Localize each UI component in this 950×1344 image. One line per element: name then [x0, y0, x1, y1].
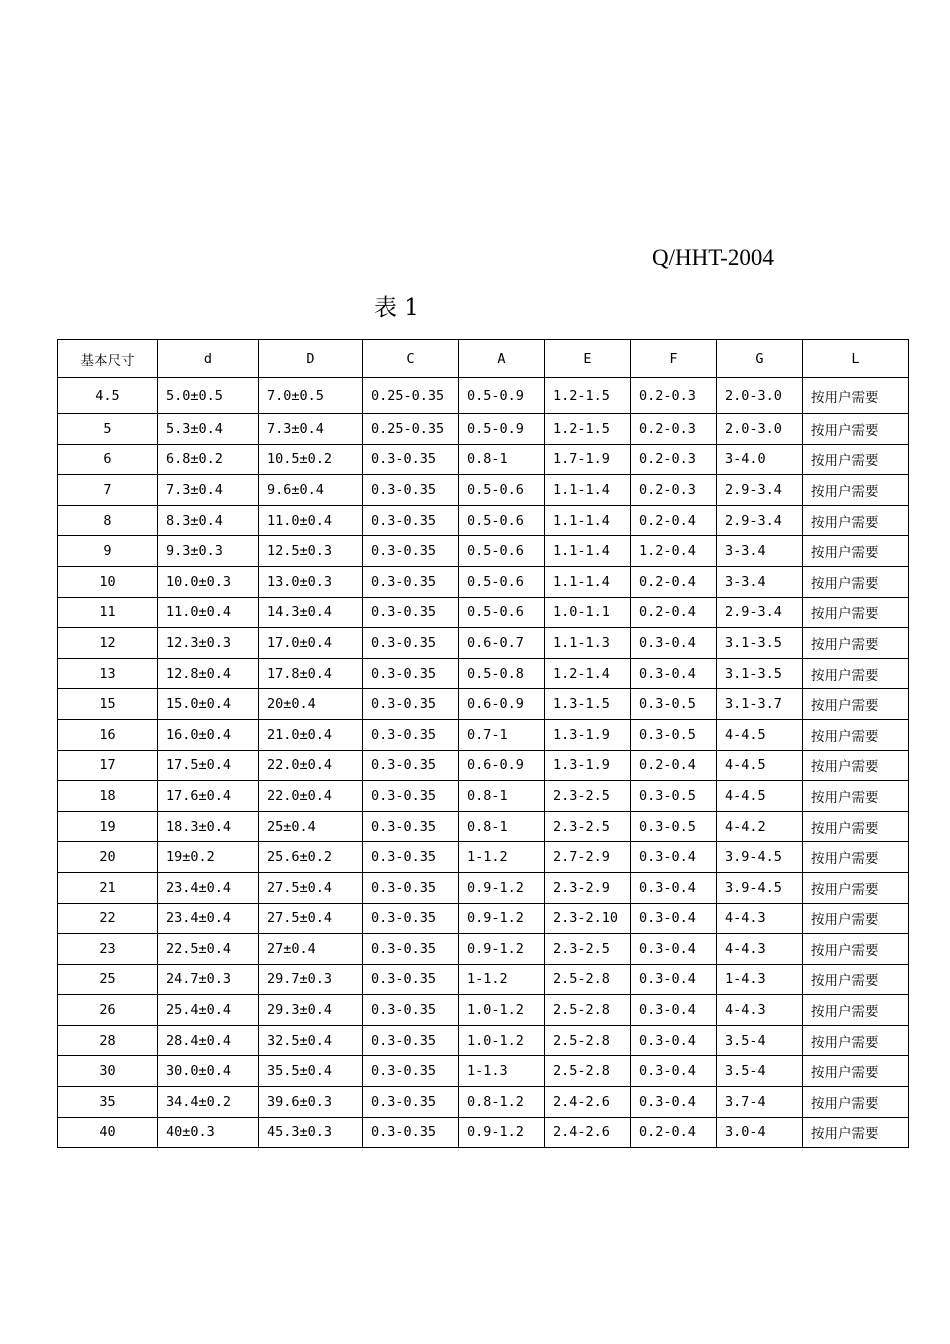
table-cell: 45.3±0.3 [259, 1117, 363, 1148]
table-cell: 3-3.4 [717, 536, 803, 567]
table-cell: 0.3-0.4 [631, 628, 717, 659]
table-cell: 19 [58, 811, 158, 842]
table-cell: 0.3-0.35 [363, 781, 459, 812]
table-cell: 7.0±0.5 [259, 378, 363, 414]
table-cell: 按用户需要 [803, 964, 909, 995]
column-header: F [631, 340, 717, 378]
table-cell: 17.5±0.4 [158, 750, 259, 781]
table-cell: 0.3-0.4 [631, 658, 717, 689]
table-cell: 0.3-0.35 [363, 1087, 459, 1118]
table-cell: 0.3-0.35 [363, 444, 459, 475]
table-cell: 16.0±0.4 [158, 719, 259, 750]
table-row [58, 1087, 909, 1118]
table-row [58, 597, 909, 628]
table-cell: 0.5-0.6 [459, 566, 545, 597]
table-row [58, 750, 909, 781]
table-cell: 25.4±0.4 [158, 995, 259, 1026]
table-cell: 3.1-3.7 [717, 689, 803, 720]
table-cell: 0.2-0.3 [631, 414, 717, 445]
table-cell: 按用户需要 [803, 842, 909, 873]
table-cell: 4-4.5 [717, 719, 803, 750]
table-row [58, 842, 909, 873]
table-cell: 21.0±0.4 [259, 719, 363, 750]
table-cell: 2.5-2.8 [545, 964, 631, 995]
table-cell: 1.1-1.4 [545, 536, 631, 567]
table-cell: 0.2-0.4 [631, 505, 717, 536]
table-cell: 26 [58, 995, 158, 1026]
table-cell: 0.3-0.4 [631, 842, 717, 873]
table-cell: 0.3-0.35 [363, 750, 459, 781]
table-cell: 2.9-3.4 [717, 505, 803, 536]
table-cell: 按用户需要 [803, 658, 909, 689]
table-cell: 17.6±0.4 [158, 781, 259, 812]
column-header: C [363, 340, 459, 378]
column-header: 基本尺寸 [58, 340, 158, 378]
table-cell: 3.9-4.5 [717, 872, 803, 903]
table-cell: 0.3-0.4 [631, 964, 717, 995]
table-cell: 1.2-1.4 [545, 658, 631, 689]
table-cell: 0.5-0.6 [459, 536, 545, 567]
table-cell: 5 [58, 414, 158, 445]
table-cell: 40±0.3 [158, 1117, 259, 1148]
table-cell: 0.2-0.3 [631, 378, 717, 414]
table-row [58, 995, 909, 1026]
table-cell: 10.5±0.2 [259, 444, 363, 475]
table-body [58, 378, 909, 1148]
table-cell: 0.6-0.9 [459, 750, 545, 781]
table-cell: 0.3-0.4 [631, 1056, 717, 1087]
table-cell: 0.2-0.4 [631, 566, 717, 597]
table-cell: 1.1-1.4 [545, 505, 631, 536]
table-cell: 22.5±0.4 [158, 934, 259, 965]
table-cell: 5.0±0.5 [158, 378, 259, 414]
table-cell: 27.5±0.4 [259, 872, 363, 903]
table-row [58, 628, 909, 659]
table-cell: 7 [58, 475, 158, 506]
table-cell: 12 [58, 628, 158, 659]
table-cell: 10.0±0.3 [158, 566, 259, 597]
table-cell: 29.7±0.3 [259, 964, 363, 995]
table-cell: 3.5-4 [717, 1056, 803, 1087]
table-cell: 3.0-4 [717, 1117, 803, 1148]
table-header-row [58, 340, 909, 378]
table-row [58, 719, 909, 750]
column-header: E [545, 340, 631, 378]
table-cell: 0.3-0.35 [363, 995, 459, 1026]
table-row [58, 505, 909, 536]
table-cell: 按用户需要 [803, 995, 909, 1026]
table-cell: 20±0.4 [259, 689, 363, 720]
table-row [58, 378, 909, 414]
table-cell: 2.0-3.0 [717, 378, 803, 414]
table-cell: 0.8-1.2 [459, 1087, 545, 1118]
table-cell: 0.3-0.35 [363, 1117, 459, 1148]
table-cell: 0.3-0.35 [363, 811, 459, 842]
table-cell: 按用户需要 [803, 934, 909, 965]
table-cell: 4-4.3 [717, 903, 803, 934]
table-cell: 0.2-0.4 [631, 597, 717, 628]
table-cell: 11.0±0.4 [158, 597, 259, 628]
column-header: G [717, 340, 803, 378]
table-cell: 25 [58, 964, 158, 995]
table-cell: 7.3±0.4 [259, 414, 363, 445]
table-cell: 12.5±0.3 [259, 536, 363, 567]
table-cell: 0.3-0.35 [363, 964, 459, 995]
table-cell: 27.5±0.4 [259, 903, 363, 934]
table-cell: 1-1.2 [459, 964, 545, 995]
table-cell: 0.25-0.35 [363, 378, 459, 414]
table-cell: 按用户需要 [803, 811, 909, 842]
table-cell: 17.0±0.4 [259, 628, 363, 659]
table-cell: 按用户需要 [803, 1025, 909, 1056]
table-row [58, 1056, 909, 1087]
table-cell: 2.9-3.4 [717, 597, 803, 628]
table-cell: 按用户需要 [803, 1087, 909, 1118]
table-cell: 1.2-1.5 [545, 378, 631, 414]
table-cell: 按用户需要 [803, 378, 909, 414]
table-cell: 14.3±0.4 [259, 597, 363, 628]
table-cell: 按用户需要 [803, 719, 909, 750]
table-row [58, 1117, 909, 1148]
table-cell: 17 [58, 750, 158, 781]
table-cell: 0.3-0.35 [363, 1056, 459, 1087]
table-cell: 12.3±0.3 [158, 628, 259, 659]
table-cell: 34.4±0.2 [158, 1087, 259, 1118]
table-title: 表 1 [374, 295, 419, 321]
table-cell: 按用户需要 [803, 1117, 909, 1148]
table-cell: 4-4.3 [717, 995, 803, 1026]
document-code: Q/HHT-2004 [652, 245, 774, 270]
table-cell: 1-1.3 [459, 1056, 545, 1087]
table-cell: 0.2-0.3 [631, 475, 717, 506]
table-cell: 7.3±0.4 [158, 475, 259, 506]
table-cell: 0.3-0.4 [631, 1087, 717, 1118]
table-cell: 0.3-0.35 [363, 903, 459, 934]
table-cell: 按用户需要 [803, 475, 909, 506]
table-cell: 9.3±0.3 [158, 536, 259, 567]
table-cell: 1.0-1.1 [545, 597, 631, 628]
table-cell: 0.8-1 [459, 444, 545, 475]
table-cell: 3-3.4 [717, 566, 803, 597]
table-cell: 0.2-0.4 [631, 750, 717, 781]
table-row [58, 444, 909, 475]
table-cell: 4-4.2 [717, 811, 803, 842]
table-cell: 24.7±0.3 [158, 964, 259, 995]
table-cell: 25±0.4 [259, 811, 363, 842]
table-cell: 16 [58, 719, 158, 750]
table-cell: 0.3-0.4 [631, 903, 717, 934]
table-cell: 6 [58, 444, 158, 475]
table-cell: 1.1-1.4 [545, 475, 631, 506]
table-cell: 按用户需要 [803, 566, 909, 597]
table-cell: 1.3-1.9 [545, 750, 631, 781]
table-cell: 按用户需要 [803, 1056, 909, 1087]
table-cell: 0.3-0.35 [363, 658, 459, 689]
table-cell: 0.3-0.35 [363, 689, 459, 720]
table-cell: 20 [58, 842, 158, 873]
table-row [58, 1025, 909, 1056]
table-cell: 按用户需要 [803, 750, 909, 781]
table-row [58, 781, 909, 812]
table-cell: 10 [58, 566, 158, 597]
table-cell: 0.5-0.9 [459, 378, 545, 414]
table-cell: 1.0-1.2 [459, 995, 545, 1026]
table-cell: 9 [58, 536, 158, 567]
table-row [58, 872, 909, 903]
table-cell: 0.3-0.35 [363, 934, 459, 965]
table-cell: 2.3-2.5 [545, 811, 631, 842]
table-cell: 按用户需要 [803, 628, 909, 659]
table-row [58, 903, 909, 934]
column-header: L [803, 340, 909, 378]
table-cell: 8 [58, 505, 158, 536]
table-cell: 15 [58, 689, 158, 720]
table-cell: 5.3±0.4 [158, 414, 259, 445]
table-cell: 0.5-0.6 [459, 597, 545, 628]
table-cell: 3.7-4 [717, 1087, 803, 1118]
table-cell: 0.3-0.4 [631, 1025, 717, 1056]
table-cell: 3.1-3.5 [717, 658, 803, 689]
table-cell: 19±0.2 [158, 842, 259, 873]
table-cell: 0.5-0.8 [459, 658, 545, 689]
table-cell: 18 [58, 781, 158, 812]
table-cell: 4.5 [58, 378, 158, 414]
table-cell: 0.5-0.6 [459, 505, 545, 536]
table-cell: 3-4.0 [717, 444, 803, 475]
table-cell: 按用户需要 [803, 872, 909, 903]
table-cell: 0.3-0.35 [363, 872, 459, 903]
table-cell: 0.5-0.6 [459, 475, 545, 506]
column-header: d [158, 340, 259, 378]
table-cell: 按用户需要 [803, 414, 909, 445]
table-cell: 0.6-0.7 [459, 628, 545, 659]
table-row [58, 658, 909, 689]
table-cell: 40 [58, 1117, 158, 1148]
table-cell: 1.1-1.3 [545, 628, 631, 659]
table-cell: 0.3-0.5 [631, 689, 717, 720]
table-cell: 2.3-2.10 [545, 903, 631, 934]
table-cell: 4-4.5 [717, 750, 803, 781]
table-cell: 0.3-0.4 [631, 872, 717, 903]
table-cell: 1.7-1.9 [545, 444, 631, 475]
table-cell: 1-1.2 [459, 842, 545, 873]
table-cell: 1.1-1.4 [545, 566, 631, 597]
table-cell: 1.0-1.2 [459, 1025, 545, 1056]
table-row [58, 811, 909, 842]
table-cell: 按用户需要 [803, 781, 909, 812]
table-cell: 22 [58, 903, 158, 934]
column-header: D [259, 340, 363, 378]
table-cell: 按用户需要 [803, 689, 909, 720]
table-cell: 13.0±0.3 [259, 566, 363, 597]
table-cell: 2.5-2.8 [545, 1025, 631, 1056]
table-cell: 0.3-0.35 [363, 719, 459, 750]
table-cell: 0.3-0.35 [363, 505, 459, 536]
table-cell: 0.3-0.5 [631, 781, 717, 812]
table-row [58, 689, 909, 720]
table-cell: 0.8-1 [459, 811, 545, 842]
table-cell: 0.3-0.4 [631, 995, 717, 1026]
table-cell: 按用户需要 [803, 505, 909, 536]
table-cell: 30 [58, 1056, 158, 1087]
table-cell: 25.6±0.2 [259, 842, 363, 873]
table-cell: 0.25-0.35 [363, 414, 459, 445]
table-cell: 35.5±0.4 [259, 1056, 363, 1087]
table-row [58, 536, 909, 567]
table-cell: 0.3-0.4 [631, 934, 717, 965]
table-cell: 按用户需要 [803, 597, 909, 628]
table-cell: 0.9-1.2 [459, 934, 545, 965]
table-cell: 27±0.4 [259, 934, 363, 965]
table-row [58, 566, 909, 597]
table-cell: 2.4-2.6 [545, 1117, 631, 1148]
table-row [58, 475, 909, 506]
table-cell: 0.3-0.35 [363, 536, 459, 567]
table-cell: 2.9-3.4 [717, 475, 803, 506]
table-cell: 28 [58, 1025, 158, 1056]
table-cell: 0.3-0.35 [363, 597, 459, 628]
table-cell: 1.2-1.5 [545, 414, 631, 445]
table-cell: 32.5±0.4 [259, 1025, 363, 1056]
table-cell: 2.3-2.5 [545, 781, 631, 812]
table-cell: 35 [58, 1087, 158, 1118]
table-cell: 0.7-1 [459, 719, 545, 750]
table-cell: 2.0-3.0 [717, 414, 803, 445]
table-cell: 3.1-3.5 [717, 628, 803, 659]
table-cell: 29.3±0.4 [259, 995, 363, 1026]
table-cell: 0.8-1 [459, 781, 545, 812]
table-cell: 23.4±0.4 [158, 903, 259, 934]
table-cell: 22.0±0.4 [259, 750, 363, 781]
table-cell: 2.3-2.9 [545, 872, 631, 903]
table-cell: 2.5-2.8 [545, 1056, 631, 1087]
table-cell: 6.8±0.2 [158, 444, 259, 475]
table-cell: 18.3±0.4 [158, 811, 259, 842]
table-cell: 4-4.5 [717, 781, 803, 812]
table-cell: 8.3±0.4 [158, 505, 259, 536]
table-cell: 0.2-0.4 [631, 1117, 717, 1148]
table-cell: 1.3-1.5 [545, 689, 631, 720]
table-cell: 0.6-0.9 [459, 689, 545, 720]
table-cell: 0.3-0.35 [363, 628, 459, 659]
table-cell: 3.5-4 [717, 1025, 803, 1056]
dimension-table [57, 339, 909, 1148]
table-cell: 0.3-0.35 [363, 842, 459, 873]
column-header: A [459, 340, 545, 378]
table-cell: 按用户需要 [803, 903, 909, 934]
table-cell: 9.6±0.4 [259, 475, 363, 506]
table-cell: 22.0±0.4 [259, 781, 363, 812]
table-cell: 21 [58, 872, 158, 903]
table-cell: 2.5-2.8 [545, 995, 631, 1026]
table-cell: 0.3-0.35 [363, 1025, 459, 1056]
table-cell: 17.8±0.4 [259, 658, 363, 689]
table-cell: 0.9-1.2 [459, 1117, 545, 1148]
table-cell: 按用户需要 [803, 444, 909, 475]
table-row [58, 414, 909, 445]
table-cell: 1-4.3 [717, 964, 803, 995]
table-cell: 0.9-1.2 [459, 872, 545, 903]
table-cell: 23.4±0.4 [158, 872, 259, 903]
table-cell: 0.2-0.3 [631, 444, 717, 475]
table-cell: 23 [58, 934, 158, 965]
table-cell: 12.8±0.4 [158, 658, 259, 689]
table-cell: 0.3-0.35 [363, 566, 459, 597]
table-cell: 0.3-0.5 [631, 811, 717, 842]
table-cell: 3.9-4.5 [717, 842, 803, 873]
table-cell: 13 [58, 658, 158, 689]
table-cell: 28.4±0.4 [158, 1025, 259, 1056]
table-cell: 39.6±0.3 [259, 1087, 363, 1118]
table-cell: 1.3-1.9 [545, 719, 631, 750]
table-cell: 1.2-0.4 [631, 536, 717, 567]
table-cell: 0.9-1.2 [459, 903, 545, 934]
table-cell: 11.0±0.4 [259, 505, 363, 536]
table-cell: 0.3-0.5 [631, 719, 717, 750]
table-cell: 0.3-0.35 [363, 475, 459, 506]
table-cell: 4-4.3 [717, 934, 803, 965]
table-cell: 2.7-2.9 [545, 842, 631, 873]
table-cell: 30.0±0.4 [158, 1056, 259, 1087]
table-row [58, 934, 909, 965]
table-cell: 2.3-2.5 [545, 934, 631, 965]
table-cell: 15.0±0.4 [158, 689, 259, 720]
table-cell: 11 [58, 597, 158, 628]
table-cell: 按用户需要 [803, 536, 909, 567]
table-cell: 2.4-2.6 [545, 1087, 631, 1118]
table-cell: 0.5-0.9 [459, 414, 545, 445]
table-row [58, 964, 909, 995]
